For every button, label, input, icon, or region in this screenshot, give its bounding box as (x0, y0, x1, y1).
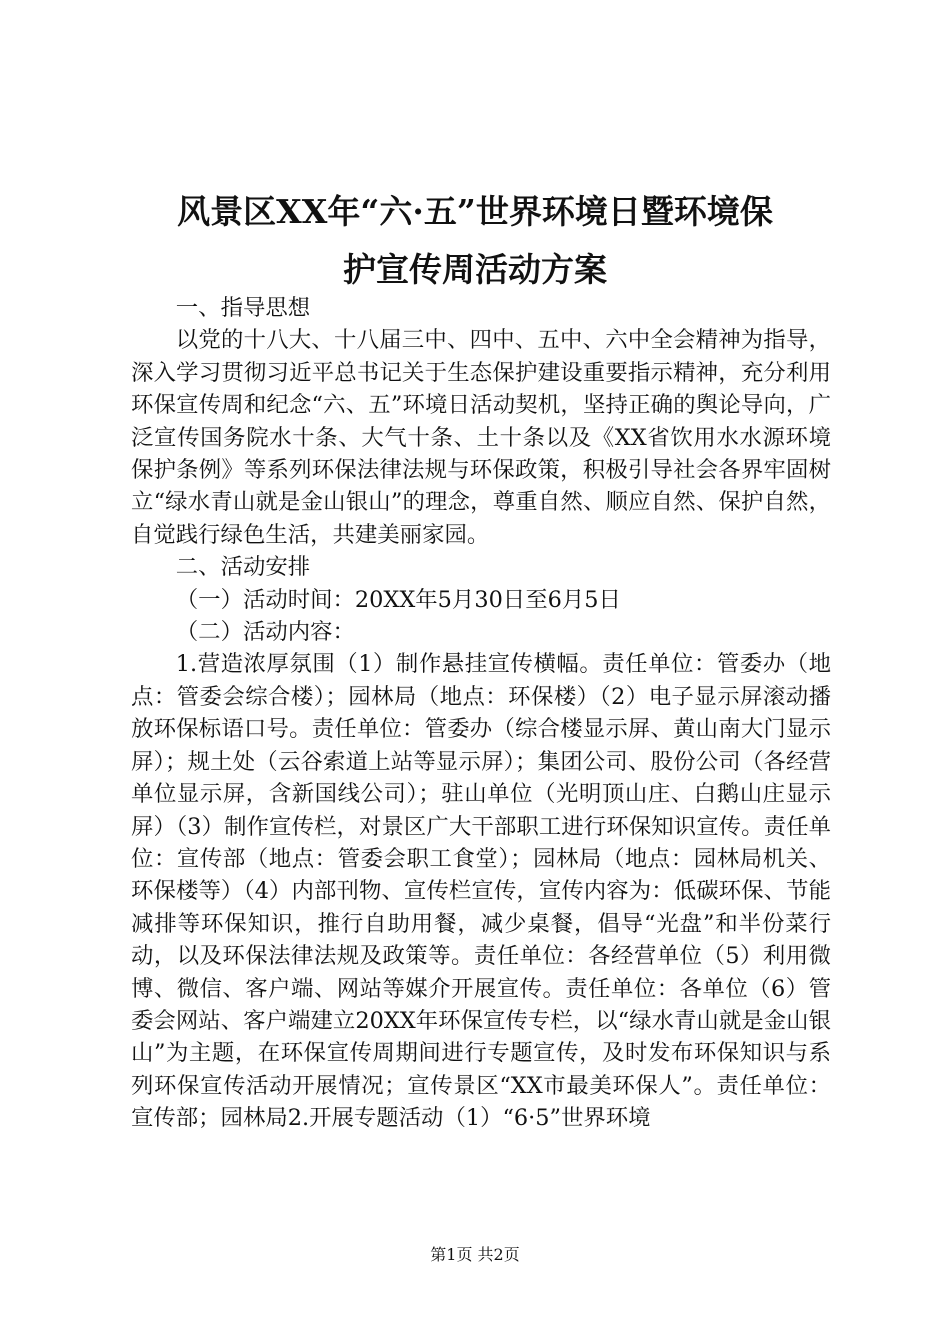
section-heading-guiding-thought: 一、指导思想 (175, 295, 311, 321)
paragraph-guiding-thought: 以党的十八大、十八届三中、四中、五中、六中全会精神为指导，深入学习贯彻习近平总书记关于生态保护建设重要指示精神，充分利用环保宣传周和纪念“六、五”环境日活动契机，坚持正确的舆论导向，广泛宣传国务院水十条、大气十条、土十条以及《XX省饮用水水源环境保护条例》等系列环保法律法规与环保政策，积极引导社会各界牢固树立“绿水青山就是金山银山”的理念，尊重自然、顺应自然、保护自然，自觉践行绿色生活，共建美丽家园。 (131, 327, 831, 548)
paragraph-activity-content: 1.营造浓厚氛围（1）制作悬挂宣传横幅。责任单位：管委办（地点：管委会综合楼）；园林局（地点：环保楼）（2）电子显示屏滚动播放环保标语口号。责任单位：管委办（综合楼显示屏、黄山南大门显示屏）；规土处（云谷索道上站等显示屏）；集团公司、股份公司（各经营单位显示屏，含新国线公司）；驻山单位（光明顶山庄、白鹅山庄显示屏）（3）制作宣传栏，对景区广大干部职工进行环保知识宣传。责任单位：宣传部（地点：管委会职工食堂）；园林局（地点：园林局机关、环保楼等）（4）内部刊物、宣传栏宣传，宣传内容为：低碳环保、节能减排等环保知识，推行自助用餐，减少桌餐，倡导“光盘”和半份菜行动，以及环保法律法规及政策等。责任单位：各经营单位（5）利用微博、微信、客户端、网站等媒介开展宣传。责任单位：各单位（6）管委会网站、客户端建立20XX年环保宣传专栏，以“绿水青山就是金山银山”为主题，在环保宣传周期间进行专题宣传，及时发布环保知识与系列环保宣传活动开展情况；宣传景区“XX市最美环保人”。责任单位：宣传部；园林局2.开展专题活动（1）“6·5”世界环境 (131, 651, 831, 1132)
page-footer: 第1页 共2页 (430, 1245, 520, 1264)
paragraph-activity-time: （一）活动时间：20XX年5月30日至6月5日 (175, 586, 621, 613)
document-title-line-2: 护宣传周活动方案 (343, 250, 607, 289)
document-title-line-1: 风景区XX年“六·五”世界环境日暨环境保 (177, 192, 773, 231)
section-heading-activity-arrangement: 二、活动安排 (175, 554, 311, 581)
paragraph-activity-content-heading: （二）活动内容： (175, 619, 355, 646)
document-body (131, 292, 831, 1135)
